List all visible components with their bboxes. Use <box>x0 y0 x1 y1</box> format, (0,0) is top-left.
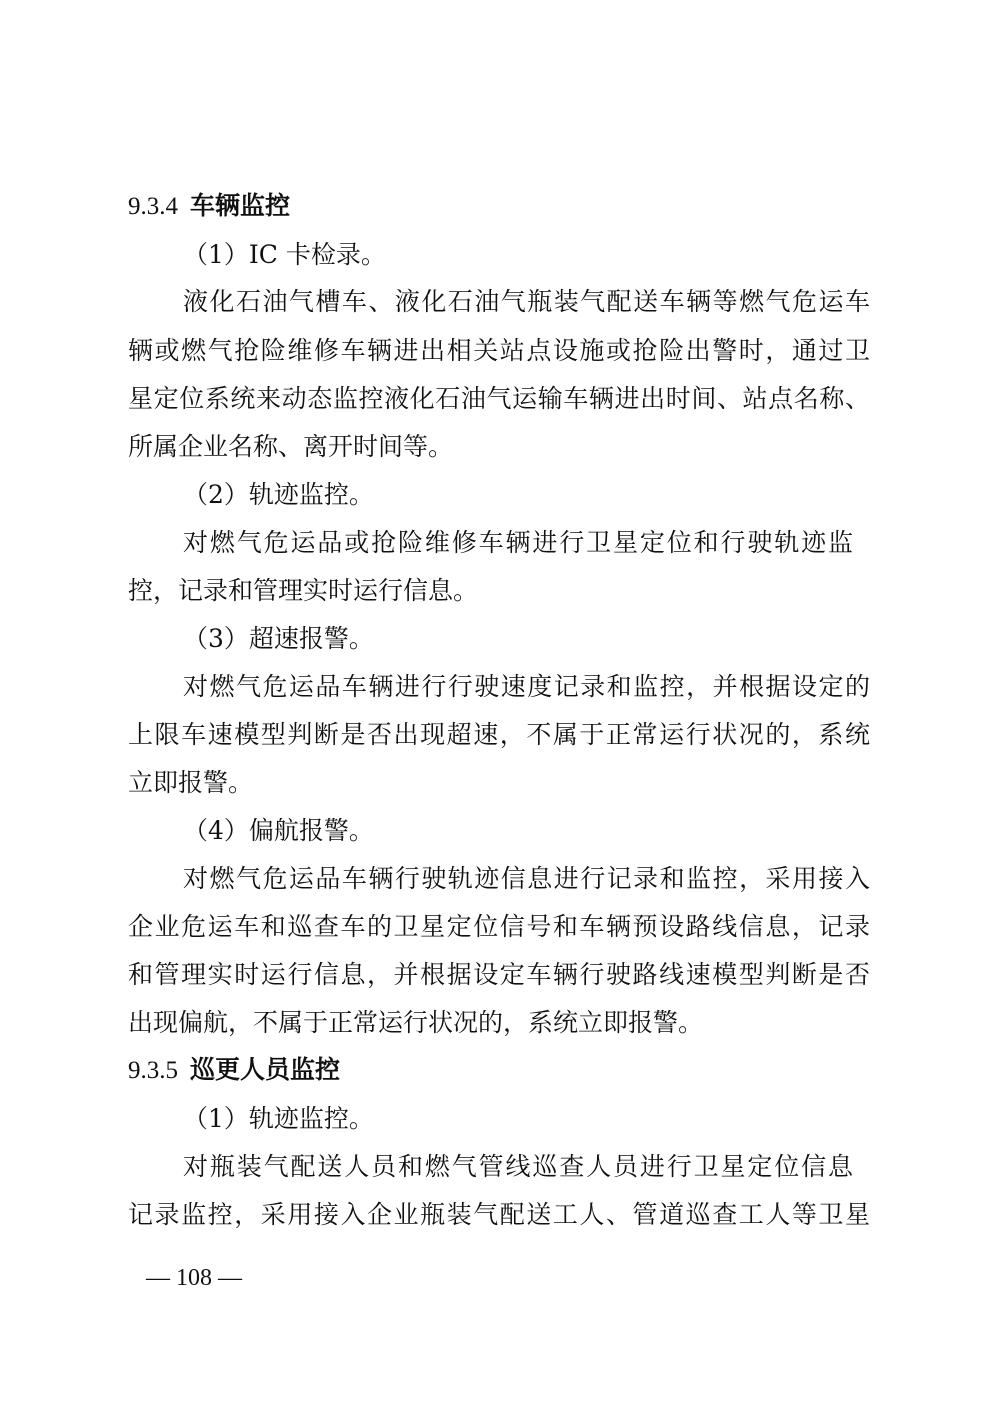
paragraph-line: 对瓶装气配送人员和燃气管线巡查人员进行卫星定位信息 <box>183 1152 853 1181</box>
paragraph-line: 控，记录和管理实时运行信息。 <box>128 576 479 605</box>
paragraph-line: 出现偏航，不属于正常运行状况的，系统立即报警。 <box>128 1008 704 1037</box>
paragraph-line: 和管理实时运行信息，并根据设定车辆行驶路线速模型判断是否 <box>128 960 870 989</box>
paragraph-line: 星定位系统来动态监控液化石油气运输车辆进出时间、站点名称、 <box>128 384 870 413</box>
subheading-track-monitoring: （1）轨迹监控。 <box>183 1104 374 1133</box>
section-heading-9-3-4 <box>128 193 290 219</box>
subheading-deviation-alarm: （4）偏航报警。 <box>183 816 374 845</box>
section-number: 9.3.4 <box>128 193 178 220</box>
page-number: — 108 — <box>146 1265 242 1291</box>
paragraph-line: 上限车速模型判断是否出现超速，不属于正常运行状况的，系统 <box>128 720 870 749</box>
paragraph-line: 立即报警。 <box>128 768 254 797</box>
section-heading-9-3-5 <box>128 1057 340 1083</box>
subheading-overspeed-alarm: （3）超速报警。 <box>183 624 374 653</box>
paragraph-line: 记录监控，采用接入企业瓶装气配送工人、管道巡查工人等卫星 <box>128 1200 870 1229</box>
paragraph-line: 所属企业名称、离开时间等。 <box>128 432 454 461</box>
paragraph-line: 企业危运车和巡查车的卫星定位信号和车辆预设路线信息，记录 <box>128 912 870 941</box>
paragraph-line: 对燃气危运品车辆进行行驶速度记录和监控，并根据设定的 <box>183 672 870 701</box>
section-title: 车辆监控 <box>190 191 291 220</box>
subheading-track-monitoring: （2）轨迹监控。 <box>183 480 374 509</box>
paragraph-line: 辆或燃气抢险维修车辆进出相关站点设施或抢险出警时，通过卫 <box>128 336 870 365</box>
paragraph-line: 对燃气危运品车辆行驶轨迹信息进行记录和监控，采用接入 <box>183 864 870 893</box>
paragraph-line: 对燃气危运品或抢险维修车辆进行卫星定位和行驶轨迹监 <box>183 528 853 557</box>
section-title: 巡更人员监控 <box>190 1055 341 1084</box>
paragraph-line: 液化石油气槽车、液化石油气瓶装气配送车辆等燃气危运车 <box>183 287 870 316</box>
subheading-ic-card: （1）IC 卡检录。 <box>183 240 386 269</box>
section-number: 9.3.5 <box>128 1057 178 1084</box>
